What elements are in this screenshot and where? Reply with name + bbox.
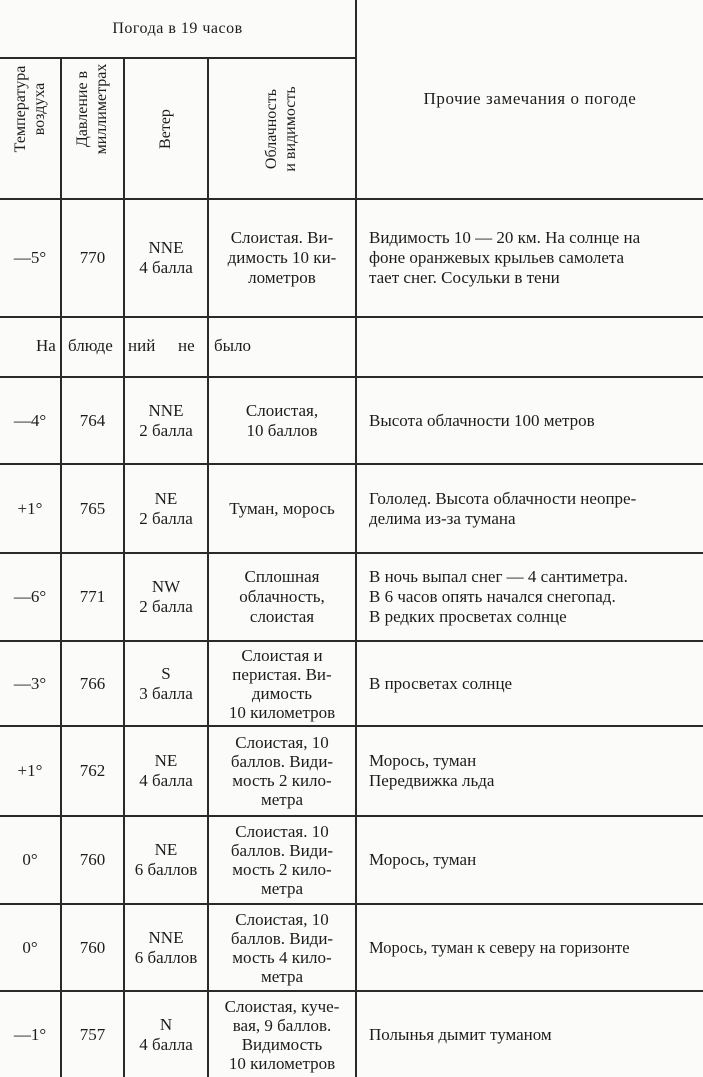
- remarks-cell: Гололед. Высота облачности неопре- делима из-за тумана: [369, 488, 637, 528]
- temp-cell: +1°: [17, 761, 43, 780]
- remarks-cell: Морось, туман: [369, 850, 477, 869]
- pressure-cell: 760: [79, 937, 106, 957]
- pressure-cell: 764: [79, 410, 106, 430]
- no-observation-word: было: [214, 336, 252, 355]
- remarks-cell: Видимость 10 — 20 км. На солнце на фоне оранжевых крыльев самолета тает снег. Сосульки в тени: [369, 228, 641, 287]
- cloud-cell: Слоистая, 10 баллов: [245, 400, 319, 440]
- pressure-cell: 765: [79, 498, 106, 518]
- wind-cell: N 4 балла: [139, 1014, 193, 1054]
- cloud-cell: Слоистая и перистая. Ви- димость 10 километров: [228, 645, 336, 722]
- wind-cell: NNE 6 баллов: [134, 927, 198, 967]
- wind-cell: NE 4 балла: [139, 751, 193, 790]
- temp-cell: —4°: [13, 410, 47, 430]
- col-cloud-header: Облачность и видимость: [263, 86, 299, 172]
- cloud-cell: Слоистая, куче- вая, 9 баллов. Видимость 10 километров: [224, 996, 340, 1073]
- pressure-cell: 760: [79, 850, 106, 869]
- temp-cell: —6°: [13, 587, 47, 606]
- temp-cell: —3°: [13, 673, 47, 693]
- pressure-cell: 770: [79, 248, 106, 267]
- pressure-cell: 766: [79, 673, 106, 693]
- row-rule: [0, 316, 703, 318]
- col-remarks-header: Прочие замечания о погоде: [423, 89, 637, 108]
- cloud-cell: Слоистая. Ви- димость 10 ки- лометров: [227, 228, 337, 287]
- group-title: Погода в 19 часов: [112, 20, 243, 37]
- wind-cell: NW 2 балла: [139, 577, 193, 616]
- temp-cell: +1°: [17, 498, 43, 518]
- cloud-cell: Слоистая, 10 баллов. Види- мость 4 кило- метра: [230, 909, 334, 986]
- col-wind-header: Ветер: [156, 109, 174, 149]
- wind-cell: NE 6 баллов: [134, 840, 198, 879]
- remarks-cell: Морось, туман Передвижка льда: [369, 751, 495, 790]
- no-observation-word: На: [36, 336, 56, 355]
- col-temp-header: Температура воздуха: [12, 65, 48, 153]
- wind-cell: S 3 балла: [139, 663, 193, 703]
- no-observation-word: ний: [128, 336, 156, 355]
- remarks-cell: Высота облачности 100 метров: [369, 410, 595, 430]
- cloud-cell: Сплошная облачность, слоистая: [239, 567, 325, 626]
- no-observation-word: блюде: [68, 336, 113, 355]
- pressure-cell: 762: [79, 761, 106, 780]
- wind-cell: NNE 2 балла: [139, 400, 193, 440]
- temp-cell: 0°: [22, 937, 38, 957]
- temp-cell: 0°: [22, 850, 38, 869]
- wind-cell: NNE 4 балла: [139, 238, 193, 277]
- cloud-cell: Туман, морось: [229, 498, 335, 518]
- temp-cell: —5°: [13, 248, 47, 267]
- cloud-cell: Слоистая. 10 баллов. Види- мость 2 кило- метра: [230, 822, 334, 898]
- col-pressure-header: Давление в миллиметрах: [74, 63, 110, 155]
- pressure-cell: 757: [79, 1024, 106, 1044]
- no-observation-word: не: [178, 336, 195, 355]
- remarks-cell: В просветах солнце: [369, 673, 513, 693]
- remarks-cell: В ночь выпал снег — 4 сантиметра. В 6 часов опять начался снегопад. В редких просветах солнце: [369, 567, 628, 626]
- remarks-cell: Морось, туман к северу на горизонте: [369, 937, 630, 957]
- pressure-cell: 771: [79, 587, 106, 606]
- remarks-cell: Полынья дымит туманом: [369, 1024, 552, 1044]
- wind-cell: NE 2 балла: [139, 488, 193, 528]
- cloud-cell: Слоистая, 10 баллов. Види- мость 2 кило- метра: [230, 733, 334, 809]
- temp-cell: —1°: [13, 1024, 47, 1044]
